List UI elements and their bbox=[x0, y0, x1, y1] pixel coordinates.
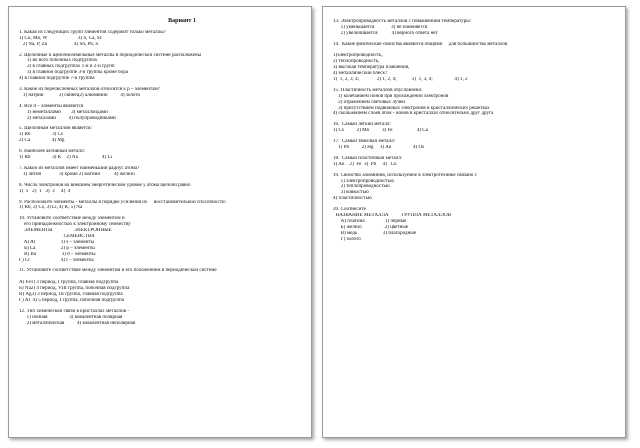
question-10 bbox=[19, 216, 305, 263]
question-15-option-1: 1) колебанием ионов при прохождении электронов bbox=[333, 93, 449, 99]
question-13-options-line-2: 2) увеличивается 4) верного ответа нет bbox=[333, 30, 438, 36]
question-10-column-headers: ЭЛЕМЕНТЫ ЭЛЕКТРОННЫЕ bbox=[19, 228, 112, 234]
question-8-text: 8. Число электронов на внешнем энергетическом уровне у атома щелочи равно bbox=[19, 182, 191, 188]
question-9-options: 1) Rb, 2) Cs, 3) Li, 4) K, 5) Na bbox=[19, 205, 83, 211]
question-19-option-4: 4) пластичностью bbox=[333, 196, 372, 202]
question-14-text: 14. Какие физические свойства являются общими для большинства металлов bbox=[333, 41, 508, 47]
question-12-options-line-2: 2) металлическая 4) ковалентная неполярная bbox=[19, 320, 136, 326]
question-20-row-v: В) медь 3) благородные bbox=[333, 230, 417, 236]
question-7 bbox=[19, 166, 305, 178]
question-10-column-headers-2: СЕМЕЙСТВА bbox=[19, 233, 95, 239]
page-left-content bbox=[19, 19, 305, 326]
question-13-options-line-1: 1) уменьшается 3) не изменяется bbox=[333, 24, 428, 30]
question-15-text: 15. Пластичность металлов обусловлена: bbox=[333, 87, 423, 93]
question-4-options-line-2: 2) металлами 4) полупроводниками bbox=[27, 115, 116, 121]
question-16-text: 16. Самый лёгкий металл: bbox=[333, 122, 391, 128]
question-3-text: 3. Какие из перечисленных металлов относятся к р – элементам? bbox=[19, 87, 160, 93]
question-11-row-g: Г) Al 4) 5 период, I группа, побочная подгруппа bbox=[19, 297, 125, 303]
document-page-left bbox=[8, 6, 312, 438]
question-2 bbox=[19, 53, 305, 82]
question-2-option-1: 1) во всех побочных подгруппах bbox=[27, 58, 98, 64]
question-12-options-line-1: 1) ионная 3) ковалентная полярная bbox=[19, 314, 123, 320]
question-6 bbox=[19, 149, 305, 161]
question-13-text: 13. Электропроводность металлов с повышением температуры: bbox=[333, 19, 472, 24]
question-19-text: 19. Свойство алюминия, используемое в электротехнике связано с bbox=[333, 172, 477, 178]
question-11 bbox=[19, 268, 305, 303]
question-20-text: 20. Соотнесите bbox=[333, 207, 366, 213]
question-16-options: 1) Cs 2) Mn 3) Fe 4) Ca bbox=[333, 128, 428, 134]
question-15 bbox=[333, 88, 619, 117]
question-14-property-2: 2) теплопроводность, bbox=[333, 59, 380, 65]
question-3 bbox=[19, 87, 305, 99]
question-4 bbox=[19, 104, 305, 122]
question-10-row-a: A) Al 1) s – элементы bbox=[19, 239, 95, 245]
question-10-row-g: Г) Cr 4) f – элементы bbox=[19, 257, 94, 263]
question-1-options-line-2: 2) Na, P, Zn 4) Sn, Pb, S bbox=[19, 41, 99, 47]
question-13 bbox=[333, 19, 619, 37]
question-15-option-3: 3) присутствием подвижных электронов в кристаллических решётках bbox=[333, 105, 490, 111]
question-1-text: 1. Какая из следующих групп элементов содержит только металлы? bbox=[19, 29, 166, 35]
question-19-option-3: 3) ковкостью bbox=[333, 190, 369, 196]
question-9 bbox=[19, 200, 305, 212]
question-7-text: 7. Какой из металлов имеет наименьший радиус атома? bbox=[19, 165, 140, 171]
question-1 bbox=[19, 30, 305, 48]
document-page-right bbox=[322, 6, 626, 438]
question-5-text: 5. Щелочным металлом является: bbox=[19, 126, 92, 132]
question-20-row-b: Б) железо 2) цветные bbox=[333, 224, 409, 230]
question-3-options: 1) натрий 3) свинец2) алюминий 4) золото bbox=[19, 92, 141, 98]
question-18-options: 1) Au 2) Fe 3) Pb 4) Cu bbox=[333, 161, 397, 167]
question-19 bbox=[333, 173, 619, 202]
question-2-option-2: 2) в главных подгруппах 1-й и 2-й групп bbox=[27, 64, 115, 70]
question-16 bbox=[333, 122, 619, 134]
variant-title: Вариант 1 bbox=[168, 18, 196, 24]
question-8 bbox=[19, 183, 305, 195]
question-7-options: 1) литий 3) кроме 2) магний 4) железо bbox=[19, 171, 135, 177]
question-10-row-b: Б) La 2) p – элементы bbox=[19, 245, 95, 251]
question-15-option-4: 4) скольжением слоёв атом - ионов в кристаллах относительно друг друга bbox=[333, 111, 494, 117]
question-5-options-line-2: 2) Ca 4) Mg bbox=[19, 138, 65, 144]
question-9-text: 9. Расположите элементы - металлы в порядке усиления их восстановительной способности: bbox=[19, 199, 227, 205]
question-12 bbox=[19, 309, 305, 327]
question-11-row-b: Б) Na2) 4 период, VIII группа, побочная подгруппа bbox=[19, 286, 130, 292]
question-4-text: 4. Все d – элементы являются bbox=[19, 103, 84, 109]
question-17 bbox=[333, 139, 619, 151]
question-17-text: 17. Самый тяжёлый металл: bbox=[333, 139, 396, 145]
question-10-text: 10. Установите соответствие между элементом и bbox=[19, 216, 125, 222]
question-15-option-2: 2) отражением световых лучей bbox=[333, 99, 405, 105]
question-20 bbox=[333, 207, 619, 242]
question-11-text: 11. Установите соответствие между элементом и его положением в периодической системе bbox=[19, 268, 217, 274]
page-right-content bbox=[333, 19, 619, 243]
question-5 bbox=[19, 126, 305, 144]
question-2-text: 2. Щелочные и щелочноземельные металлы в периодической системе расположены bbox=[19, 52, 202, 58]
question-17-options: 1) Pb 2) Hg 3) Au 4) Os bbox=[333, 145, 425, 151]
question-6-text: 6. Наиболее активный металл: bbox=[19, 149, 85, 155]
question-14-property-4: 4) металлический блеск? bbox=[333, 71, 388, 77]
question-10-line-1: его принадлежностью к электронному семейству bbox=[19, 222, 131, 228]
question-19-option-1: 1) электропроводностью bbox=[333, 178, 395, 184]
question-18 bbox=[333, 156, 619, 168]
question-14-property-1: 1)электропроводность, bbox=[333, 53, 383, 59]
question-18-text: 18. Самый пластичный металл: bbox=[333, 155, 403, 161]
question-4-options-line-1: 1) неметаллами 3) металлоидами bbox=[27, 109, 108, 115]
question-11-row-v: В) Ag3) 3 период, III группа, главная подгруппа bbox=[19, 291, 123, 297]
question-20-row-g: Г) золото bbox=[333, 236, 361, 242]
question-5-options-line-1: 1) Rb 3) Cs bbox=[19, 132, 64, 138]
question-10-row-v: В) Ba 3) d – элементы bbox=[19, 251, 96, 257]
question-14-options: 1) 1, 2, 3, 4; 2) 1, 2, 4; 3) 1, 3, 4; 4) 1, 2 bbox=[333, 77, 468, 83]
question-11-row-a: A) Fe1) 3 период, I группа, главная подгруппа bbox=[19, 280, 119, 286]
question-19-option-2: 2) теплопроводностью bbox=[333, 184, 390, 190]
question-2-option-4: 4) в главной подгруппе 7-й группы bbox=[19, 76, 95, 82]
question-12-text: 12. Тип химической связи в кристаллах металлов - bbox=[19, 308, 130, 314]
question-14-property-3: 3) высокая температура плавления, bbox=[333, 65, 410, 71]
question-20-column-headers: НАЗВАНИЕ МЕТАЛЛА ГРУППА МЕТАЛЛОВ bbox=[333, 213, 452, 219]
question-2-option-3: 3) в главной подгруппе 3-й группы кроме бора bbox=[27, 70, 129, 76]
question-6-options: 1) Rb 3) K 2) Na 4) Li bbox=[19, 155, 113, 161]
question-20-row-a: А) платина 1) чёрные bbox=[333, 218, 407, 224]
question-8-options: 1) 1 2) 1 3) 3 4) 4 bbox=[19, 188, 71, 194]
question-1-options-line-1: 1) Cu, Mn, W 3) S, Ca, Sc bbox=[19, 35, 103, 41]
question-14 bbox=[333, 42, 619, 83]
